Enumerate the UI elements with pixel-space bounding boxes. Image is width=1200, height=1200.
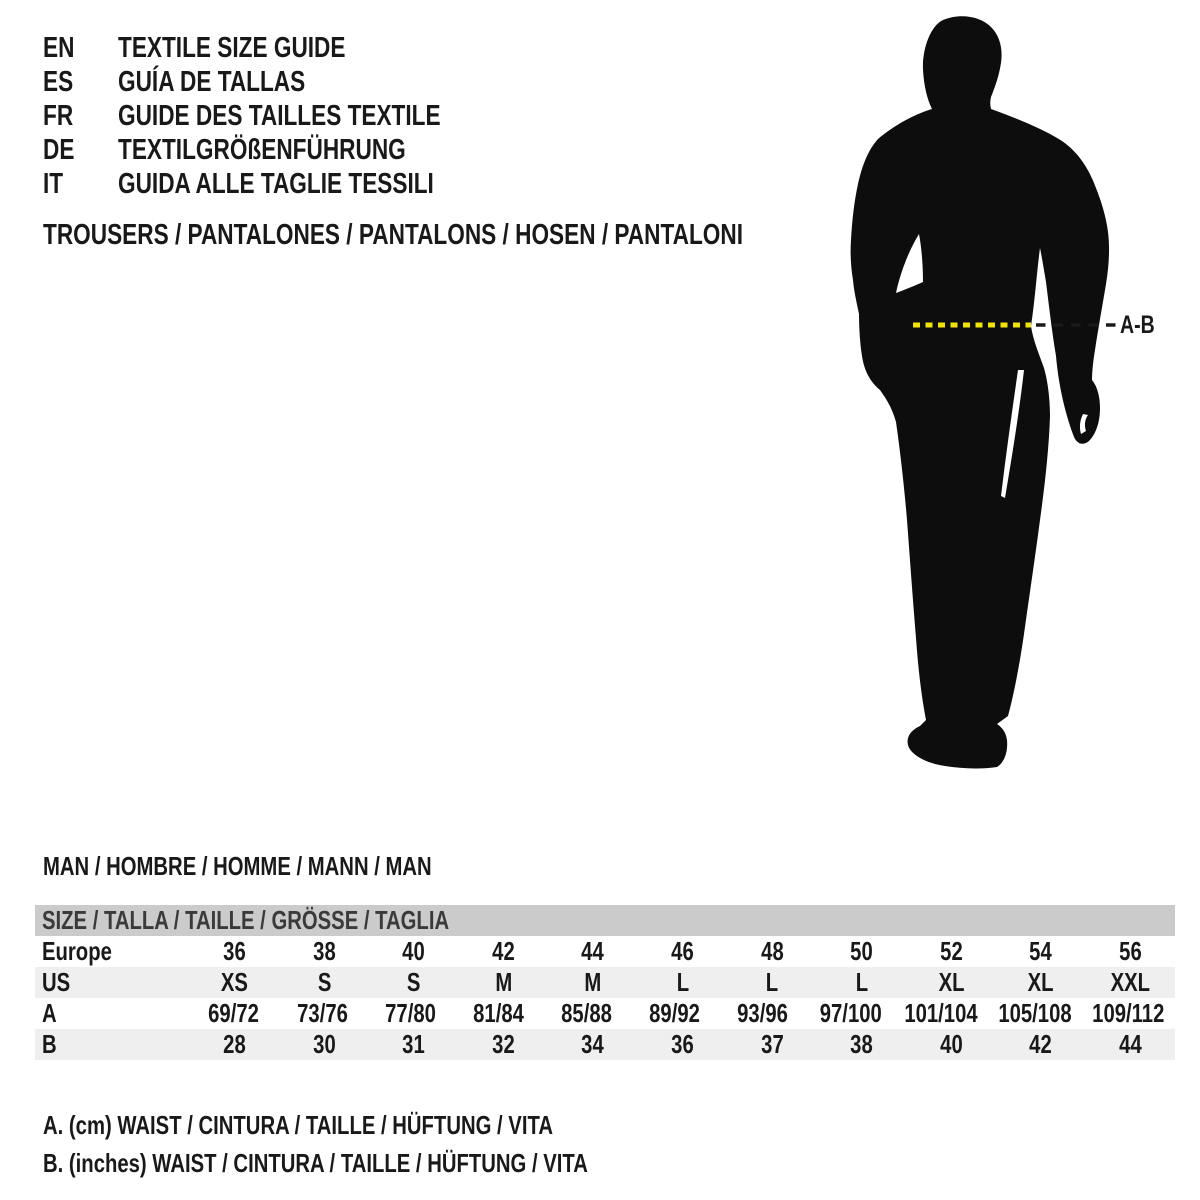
page-title-text: TROUSERS / PANTALONES / PANTALONS / HOSEN / PANTALONI	[43, 218, 743, 251]
table-cell: 69/72	[208, 998, 260, 1028]
table-row-us	[35, 967, 1175, 998]
table-row-europe	[35, 936, 1175, 967]
language-row-en	[43, 31, 532, 65]
table-cell: 40	[939, 1029, 963, 1059]
table-cell: S	[317, 967, 332, 997]
section-title-text: MAN / HOMBRE / HOMME / MANN / MAN	[43, 850, 432, 881]
language-title: GUIDE DES TAILLES TEXTILE	[118, 99, 441, 132]
table-cell: 101/104	[904, 998, 979, 1028]
table-cell: 56	[1118, 936, 1142, 966]
table-cell: 77/80	[384, 998, 436, 1028]
table-cell: 44	[1118, 1029, 1142, 1059]
table-cell: M	[584, 967, 602, 997]
language-code: EN	[43, 31, 75, 64]
language-row-it	[43, 167, 532, 201]
language-row-fr	[43, 99, 532, 133]
size-table-header-text: SIZE / TALLA / TAILLE / GRÖSSE / TAGLIA	[42, 905, 450, 935]
table-cell: 52	[939, 936, 963, 966]
table-cell: M	[494, 967, 512, 997]
table-cell: 31	[402, 1029, 426, 1059]
table-cell: 109/112	[1092, 998, 1165, 1028]
table-cell: 42	[492, 936, 515, 966]
row-label: B	[42, 1029, 57, 1059]
language-title: GUIDA ALLE TAGLIE TESSILI	[118, 167, 434, 200]
table-cell: S	[407, 967, 421, 997]
table-cell: L	[765, 967, 779, 997]
table-cell: 85/88	[560, 998, 612, 1028]
man-silhouette-figure	[840, 10, 1130, 785]
table-cell: L	[855, 967, 868, 997]
table-cell: XL	[1027, 967, 1054, 997]
table-row-b-inches	[35, 1029, 1175, 1060]
language-code: ES	[43, 65, 74, 98]
page-title	[43, 218, 940, 252]
table-cell: 37	[760, 1029, 784, 1059]
row-label: Europe	[42, 936, 112, 966]
language-code: IT	[43, 167, 64, 200]
footnotes	[43, 1106, 742, 1182]
waist-measure-label-text: A-B	[1120, 310, 1155, 339]
table-cell: 73/76	[296, 998, 348, 1028]
language-code: FR	[43, 99, 74, 132]
waist-measure-label	[1120, 308, 1164, 342]
section-title-man	[43, 849, 541, 883]
footnote-b: B. (inches) WAIST / CINTURA / TAILLE / HÜFTUNG / VITA	[43, 1147, 588, 1178]
table-cell: 34	[581, 1029, 605, 1059]
table-cell: 50	[850, 936, 873, 966]
table-cell: XXL	[1110, 967, 1150, 997]
language-code: DE	[43, 133, 75, 166]
table-cell: 48	[760, 936, 784, 966]
row-label: A	[42, 998, 57, 1028]
table-cell: 42	[1029, 1029, 1052, 1059]
size-table-header	[35, 905, 1175, 936]
language-title: TEXTILGRÖßENFÜHRUNG	[118, 133, 406, 166]
table-cell: 36	[223, 936, 247, 966]
size-table	[35, 905, 1175, 1060]
language-title: GUÍA DE TALLAS	[118, 65, 306, 98]
table-row-a-cm	[35, 998, 1175, 1029]
table-cell: 38	[313, 936, 336, 966]
row-label: US	[42, 967, 71, 997]
table-cell: XS	[221, 967, 249, 997]
table-cell: 81/84	[472, 998, 524, 1028]
language-row-de	[43, 133, 532, 167]
man-silhouette-shape	[851, 16, 1109, 768]
table-cell: 97/100	[819, 998, 882, 1028]
language-title: TEXTILE SIZE GUIDE	[118, 31, 346, 64]
man-silhouette-icon	[840, 10, 1130, 785]
table-cell: XL	[938, 967, 965, 997]
table-cell: 40	[402, 936, 426, 966]
language-list	[43, 31, 532, 201]
table-cell: 105/108	[998, 998, 1073, 1028]
table-cell: L	[676, 967, 689, 997]
footnote-a: A. (cm) WAIST / CINTURA / TAILLE / HÜFTUNG / VITA	[43, 1109, 553, 1140]
table-cell: 44	[581, 936, 605, 966]
table-cell: 54	[1029, 936, 1052, 966]
table-cell: 32	[492, 1029, 515, 1059]
table-cell: 36	[671, 1029, 694, 1059]
table-cell: 46	[671, 936, 694, 966]
language-row-es	[43, 65, 532, 99]
table-cell: 28	[223, 1029, 247, 1059]
table-cell: 89/92	[648, 998, 700, 1028]
table-cell: 38	[850, 1029, 873, 1059]
table-cell: 93/96	[736, 998, 788, 1028]
table-cell: 30	[313, 1029, 336, 1059]
